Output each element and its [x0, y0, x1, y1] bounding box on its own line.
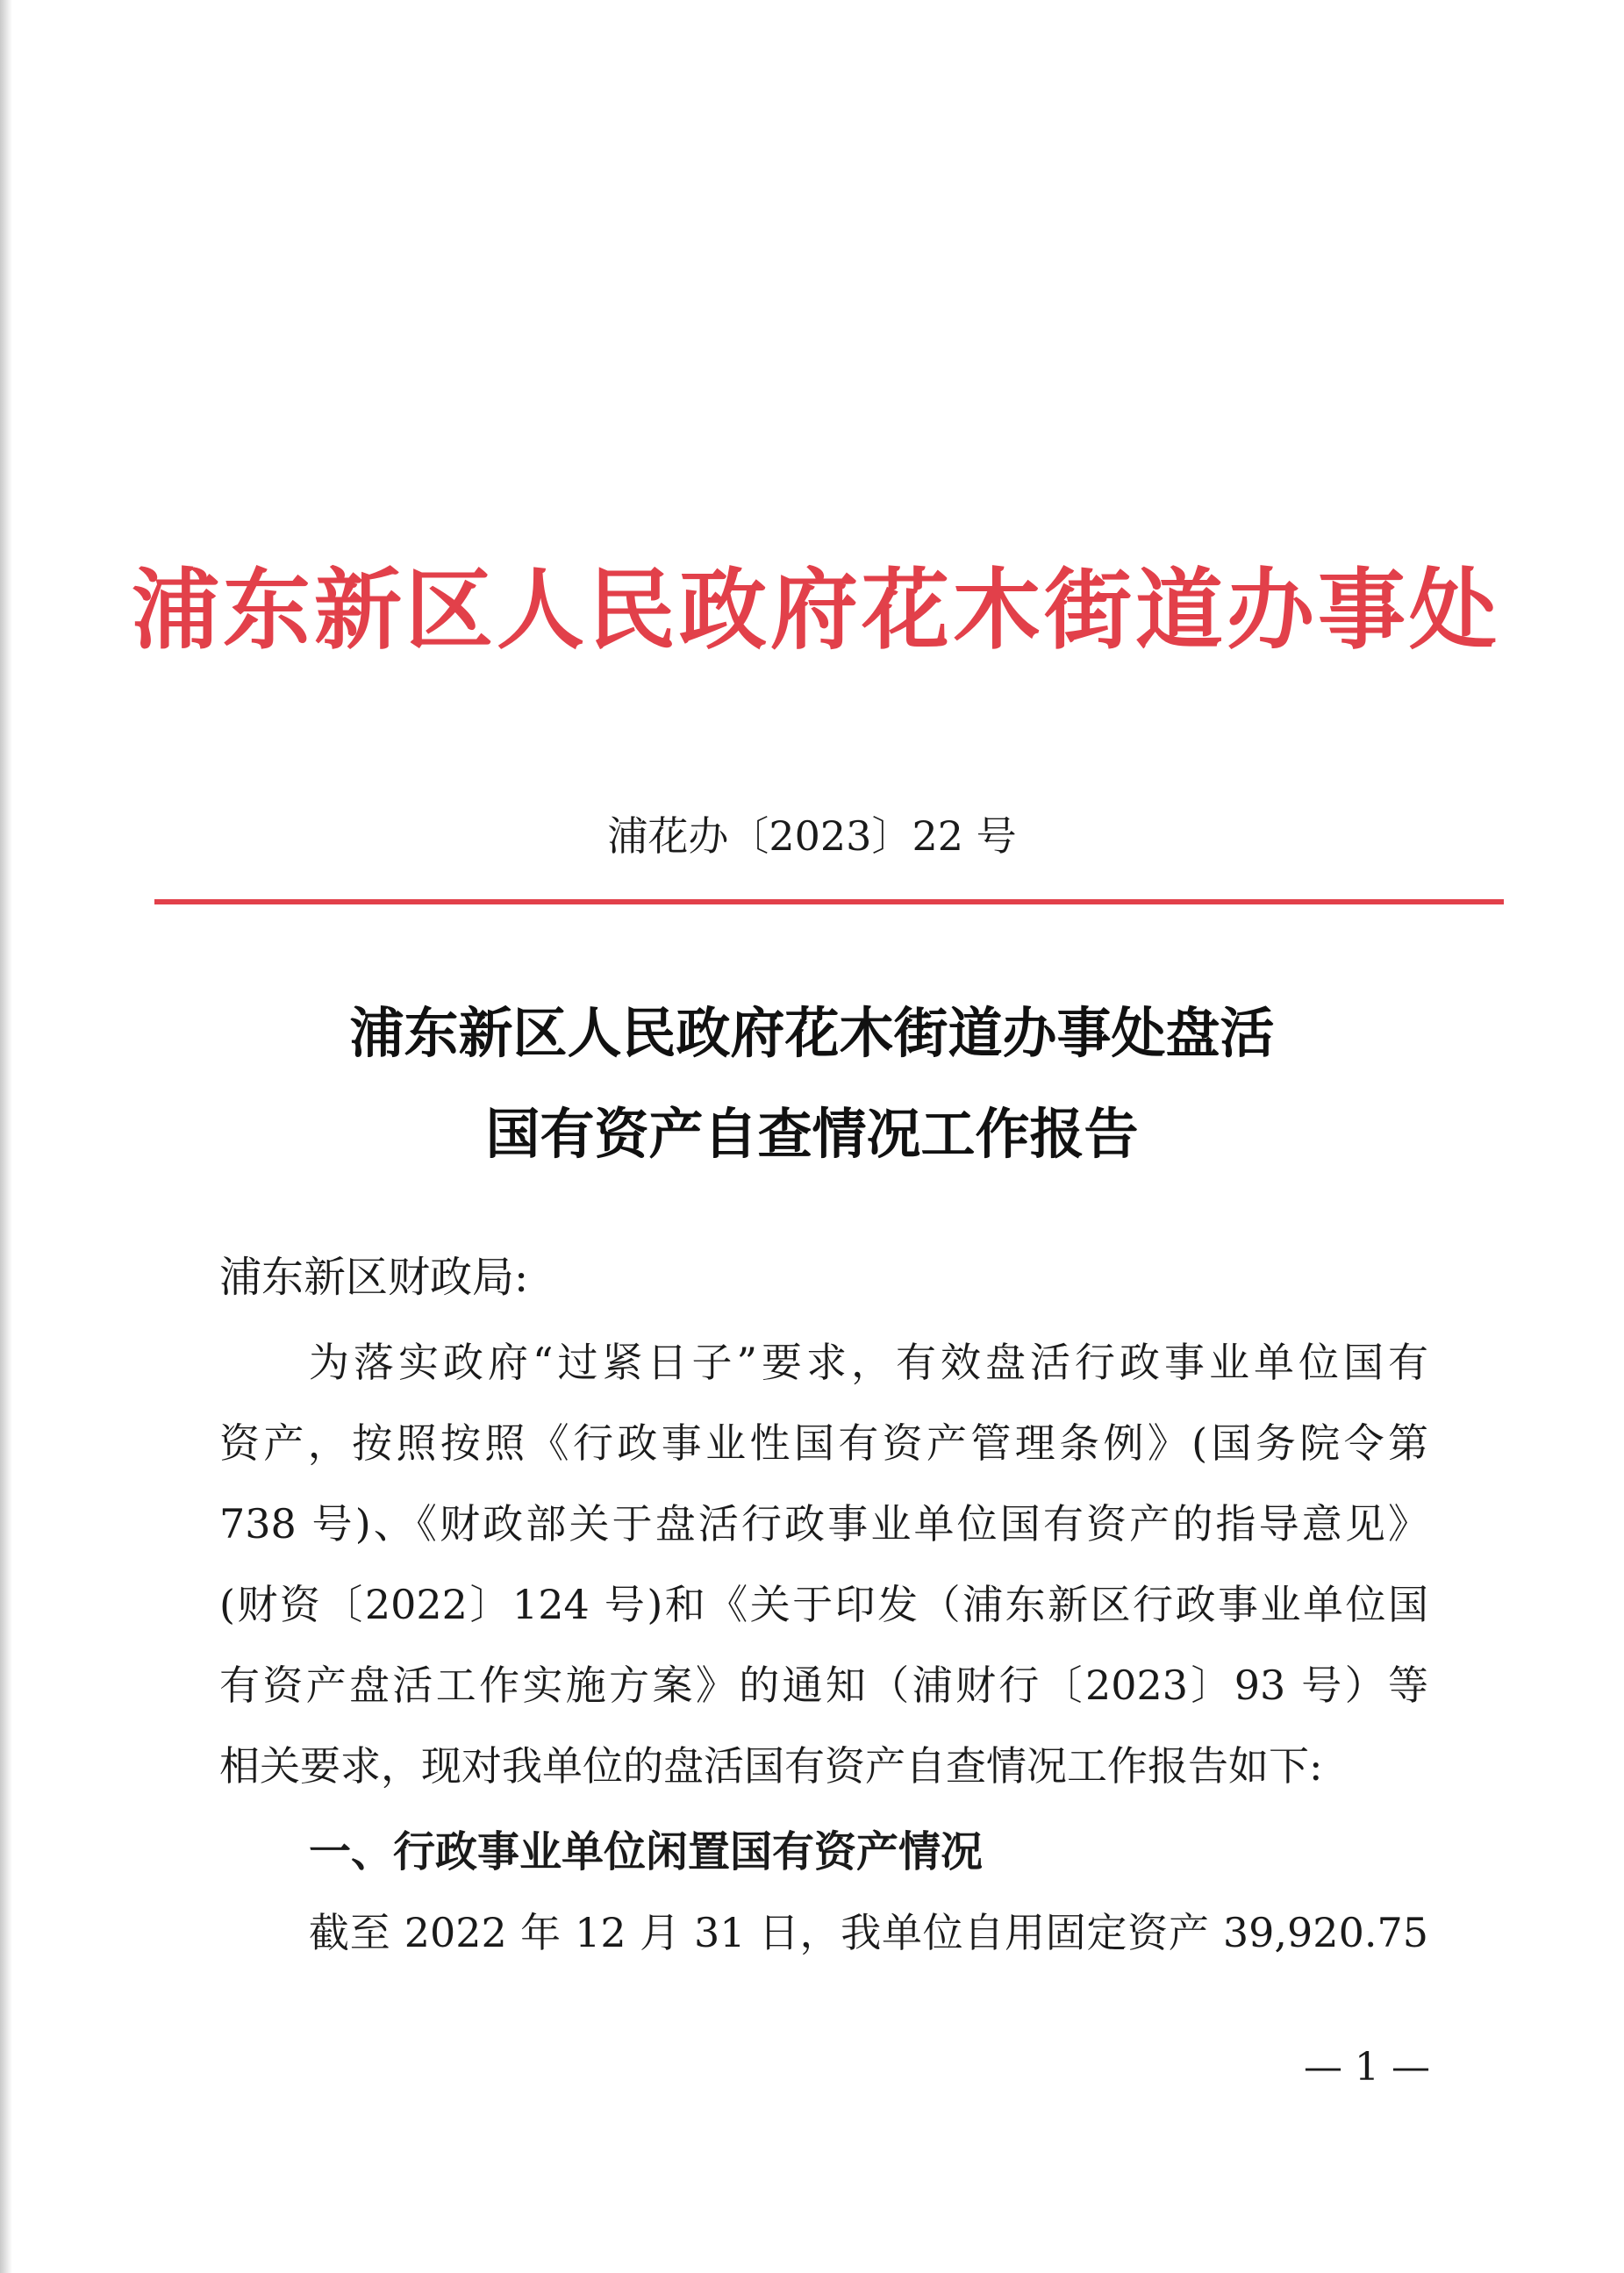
paragraph-1-line-1: 为落实政府“过紧日子”要求，有效盘活行政事业单位国有	[309, 1339, 1428, 1386]
section-1-heading: 一、行政事业单位闲置国有资产情况	[309, 1827, 984, 1876]
paragraph-1-line-4: (财资〔2022〕124 号)和《关于印发（浦东新区行政事业单位国	[219, 1581, 1428, 1628]
paragraph-1-line-3: 738 号)、《财政部关于盘活行政事业单位国有资产的指导意见》	[219, 1500, 1428, 1547]
paragraph-1-line-5: 有资产盘活工作实施方案》的通知（浦财行〔2023〕93 号）等	[219, 1662, 1428, 1709]
salutation: 浦东新区财政局:	[219, 1253, 529, 1302]
paragraph-1-line-6: 相关要求，现对我单位的盘活国有资产自查情况工作报告如下:	[219, 1742, 1323, 1790]
paragraph-2-line-1: 截至 2022 年 12 月 31 日，我单位自用固定资产 39,920.75	[309, 1909, 1428, 1956]
red-separator-line	[154, 899, 1504, 904]
page-number: — 1 —	[1304, 2045, 1430, 2090]
document-number: 浦花办〔2023〕22 号	[607, 812, 1017, 860]
paragraph-1-line-2: 资产，按照按照《行政事业性国有资产管理条例》(国务院令第	[219, 1419, 1428, 1467]
report-title-line-1: 浦东新区人民政府花木街道办事处盘活	[349, 1001, 1275, 1065]
report-title-line-2: 国有资产自查情况工作报告	[485, 1102, 1139, 1166]
letterhead-title: 浦东新区人民政府花木街道办事处	[132, 558, 1500, 661]
